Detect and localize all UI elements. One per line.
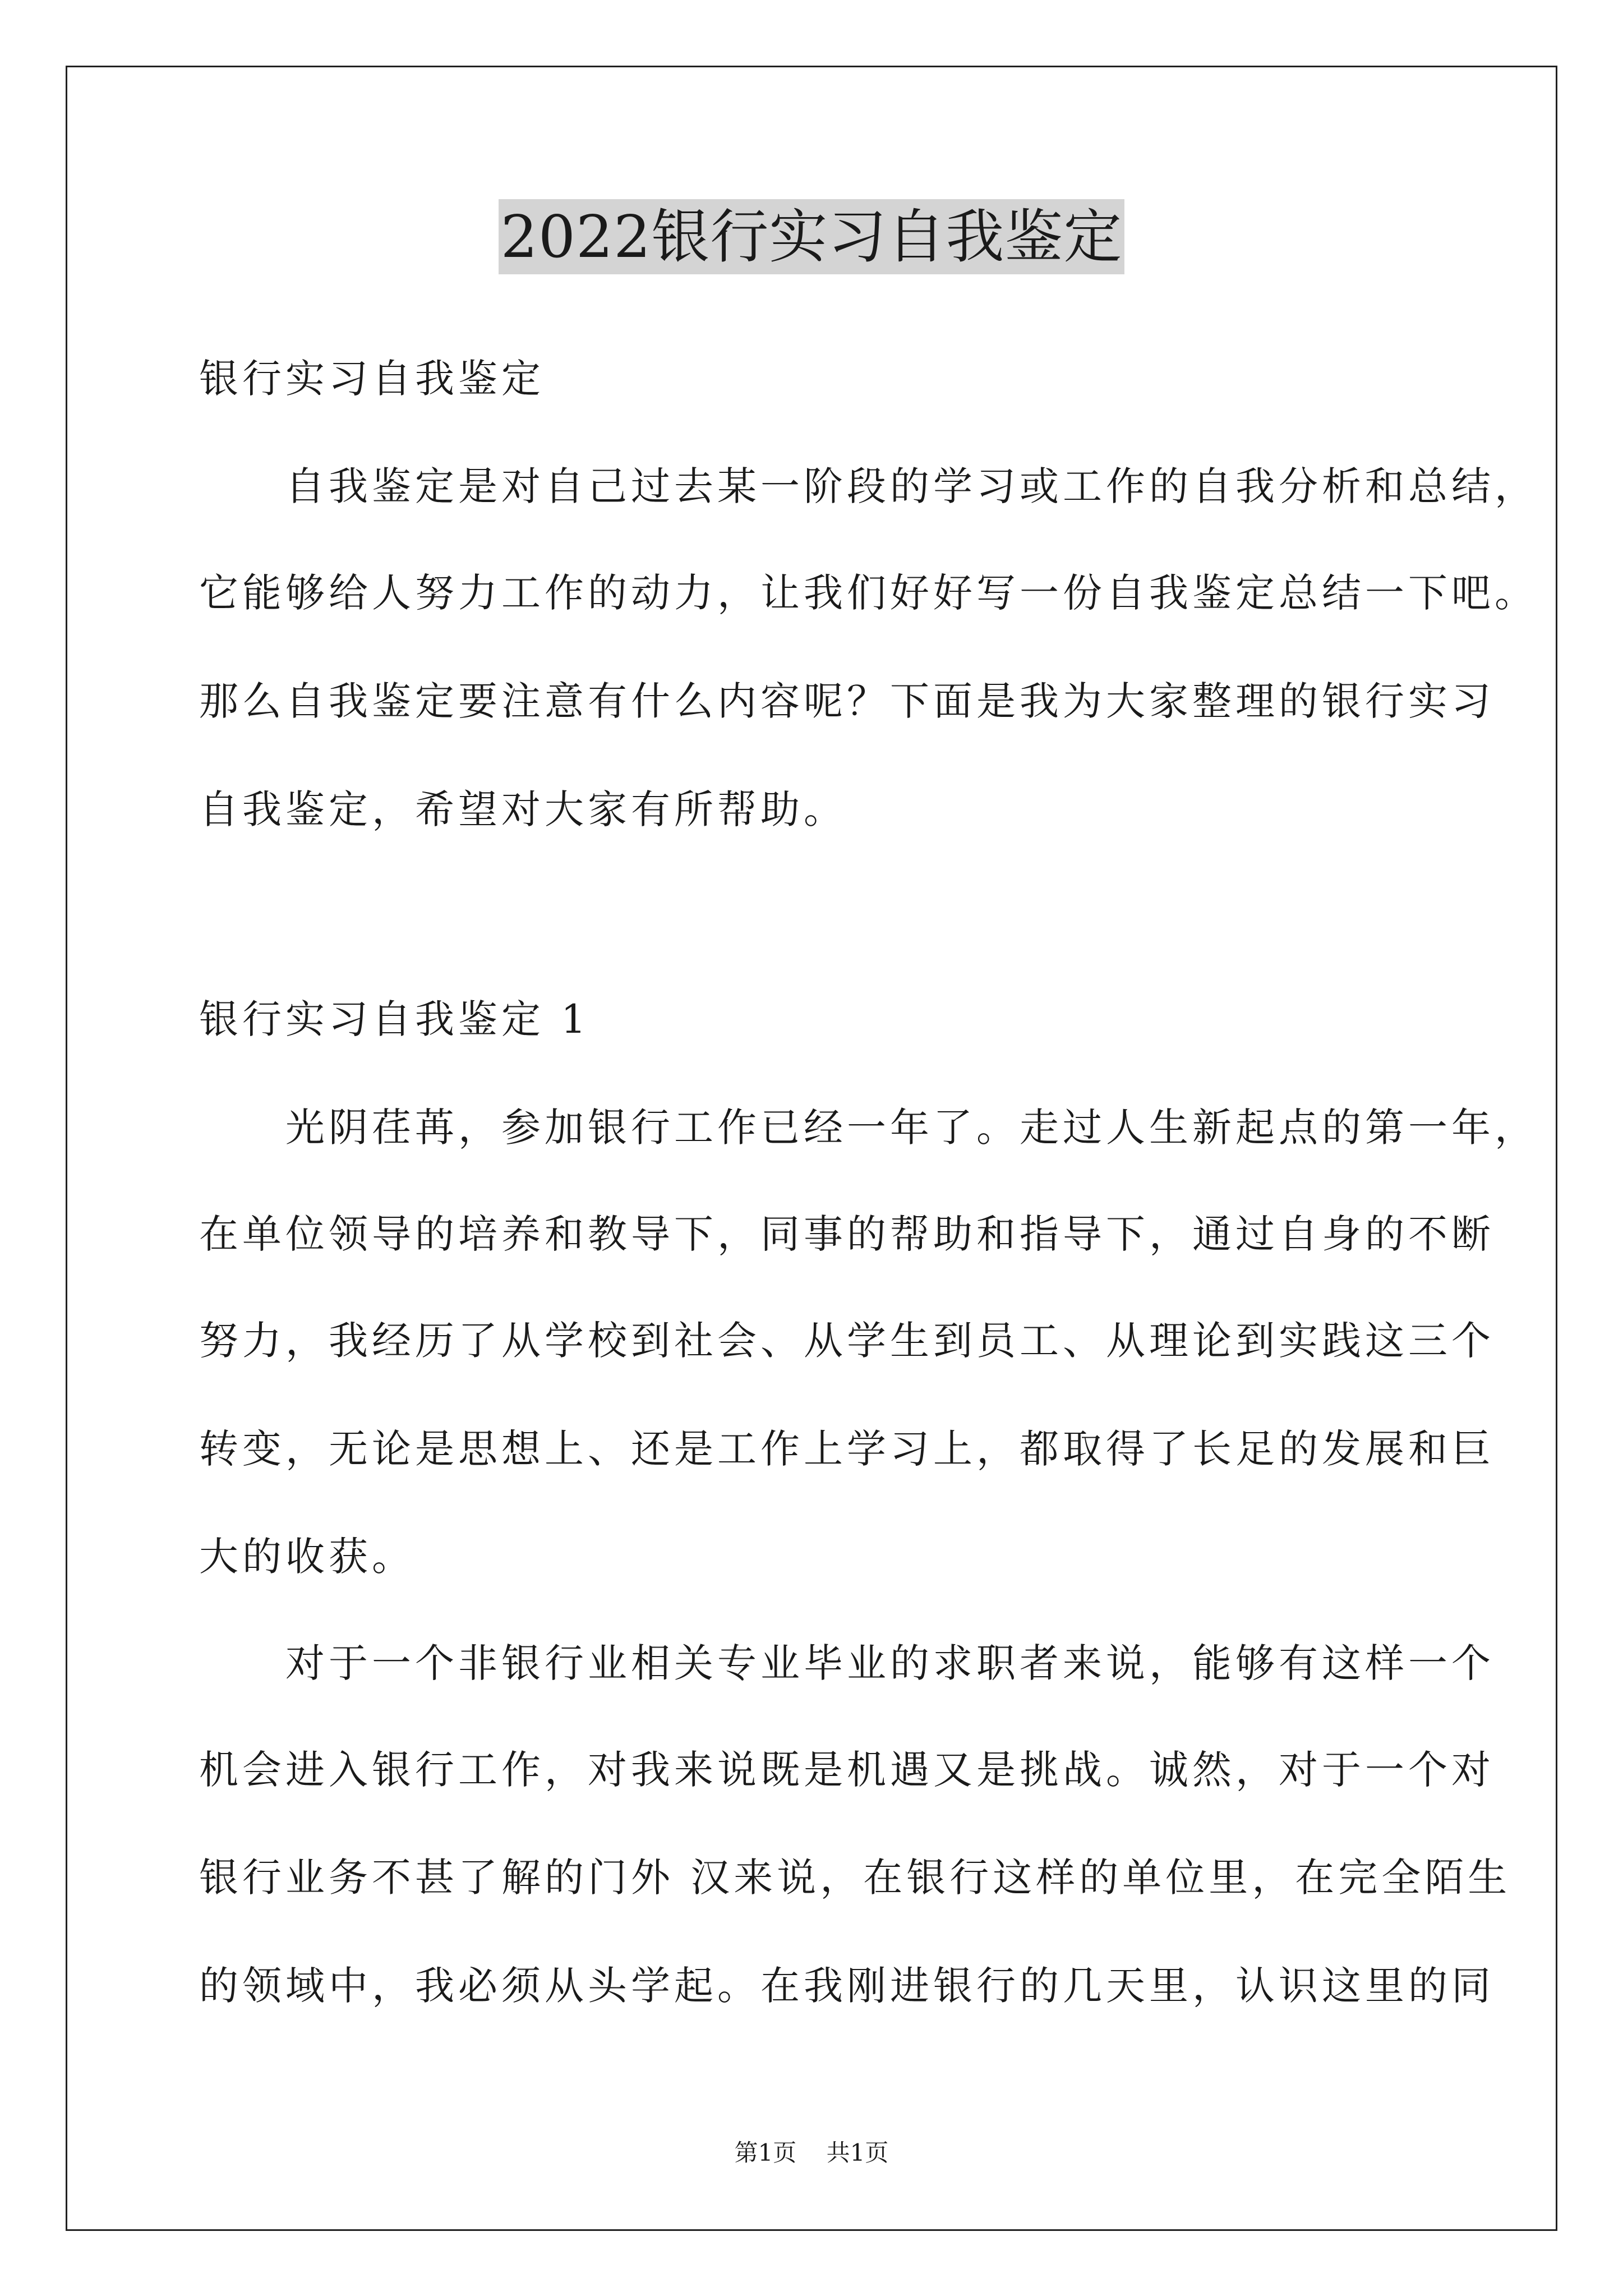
page-total: 共1页 [826,2139,889,2166]
paragraph1-line-1: 光阴荏苒，参加银行工作已经一年了。走过人生新起点的第一年， [199,1105,1538,1151]
intro-line-1: 自我鉴定是对自己过去某一阶段的学习或工作的自我分析和总结， [199,463,1538,509]
paragraph1-line-5: 大的收获。 [199,1534,415,1580]
intro-line-3: 那么自我鉴定要注意有什么内容呢？下面是我为大家整理的银行实习 [199,678,1495,724]
section-heading: 银行实习自我鉴定 1 [199,996,590,1042]
page-current: 第1页 [734,2139,797,2166]
title-container [0,199,1623,274]
paragraph1-line-2: 在单位领导的培养和教导下，同事的帮助和指导下，通过自身的不断 [199,1211,1495,1257]
document-title: 2022银行实习自我鉴定 [499,199,1125,274]
paragraph2-line-2: 机会进入银行工作，对我来说既是机遇又是挑战。诚然，对于一个对 [199,1747,1495,1793]
paragraph2-line-1: 对于一个非银行业相关专业毕业的求职者来说，能够有这样一个 [199,1640,1495,1686]
paragraph1-line-3: 努力，我经历了从学校到社会、从学生到员工、从理论到实践这三个 [199,1318,1495,1364]
intro-line-4: 自我鉴定，希望对大家有所帮助。 [199,786,847,832]
page-footer [0,2137,1623,2169]
document-subtitle: 银行实习自我鉴定 [199,356,545,402]
paragraph1-line-4: 转变，无论是思想上、还是工作上学习上，都取得了长足的发展和巨 [199,1426,1495,1472]
paragraph2-line-3: 银行业务不甚了解的门外 汉来说，在银行这样的单位里，在完全陌生 [199,1855,1511,1901]
paragraph2-line-4: 的领域中，我必须从头学起。在我刚进银行的几天里，认识这里的同 [199,1963,1495,2009]
intro-line-2: 它能够给人努力工作的动力，让我们好好写一份自我鉴定总结一下吧。 [199,570,1538,616]
